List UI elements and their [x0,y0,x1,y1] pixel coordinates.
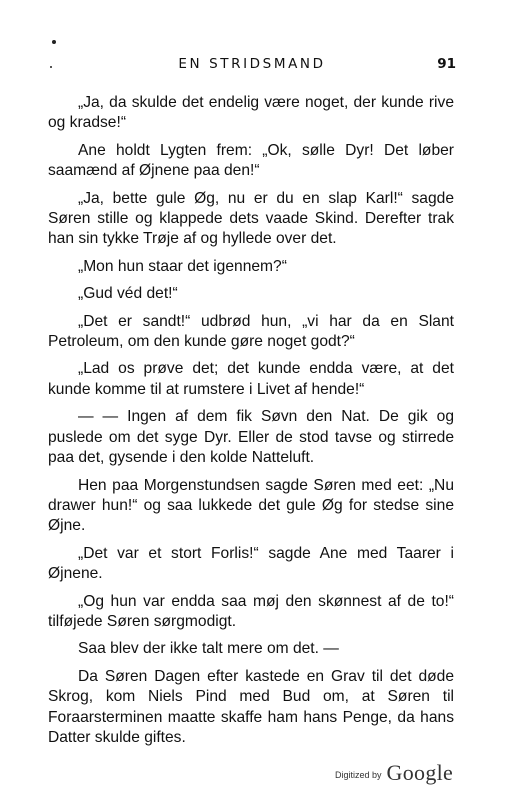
running-title: EN STRIDSMAND [178,56,326,72]
page-number: 91 [437,56,456,72]
paragraph: Saa blev der ikke talt mere om det. — [78,640,339,658]
paragraph: „Ja, bette gule Øg, nu er du en slap Karl!“ sagde Søren stille og klappede dets vaade Skind. Derefter trak han sin tykke Trøje af og hyllede over det. [48,189,454,248]
body-text [48,93,454,755]
paragraph: „Gud véd det!“ [78,285,178,303]
paragraph: „Det var et stort Forlis!“ sagde Ane med Taarer i Øjnene. [48,544,454,583]
paragraph: Da Søren Dagen efter kastede en Grav til det døde Skrog, kom Niels Pind med Bud om, at Søren til Foraarsterminen maatte skaffe ham hans Penge, da hans Datter skulde giftes. [48,667,454,746]
paragraph: Hen paa Morgenstundsen sagde Søren med eet: „Nu drawer hun!“ og saa lukkede det gule Øg for stedse sine Øjne. [48,476,454,535]
paragraph: „Lad os prøve det; det kunde endda være, at det kunde komme til at rumstere i Livet af hende!“ [48,360,454,398]
google-logo: Google [386,760,454,785]
paragraph: Ane holdt Lygten frem: „Ok, sølle Dyr! Det løber saamænd af Øjnene paa den!“ [48,141,454,180]
paragraph: „Ja, da skulde det endelig være noget, der kunde rive og kradse!“ [48,94,454,132]
paragraph: „Og hun var endda saa møj den skønnest af de to!“ tilføjede Søren sørgmodigt. [48,592,454,630]
ink-speck [52,40,56,44]
paragraph: „Mon hun staar det igennem?“ [78,257,287,275]
digitized-by-google-watermark [335,760,453,786]
paragraph: — — Ingen af dem fik Søvn den Nat. De gik og puslede om det syge Dyr. Eller de stod tavse og stirrede paa det, gysende i den kolde Natteluft. [48,408,454,467]
running-header [48,56,456,78]
paragraph: „Det er sandt!“ udbrød hun, „vi har da en Slant Petroleum, om den kunde gøre noget godt?“ [48,312,454,351]
watermark-prefix: Digitized by [335,770,382,780]
